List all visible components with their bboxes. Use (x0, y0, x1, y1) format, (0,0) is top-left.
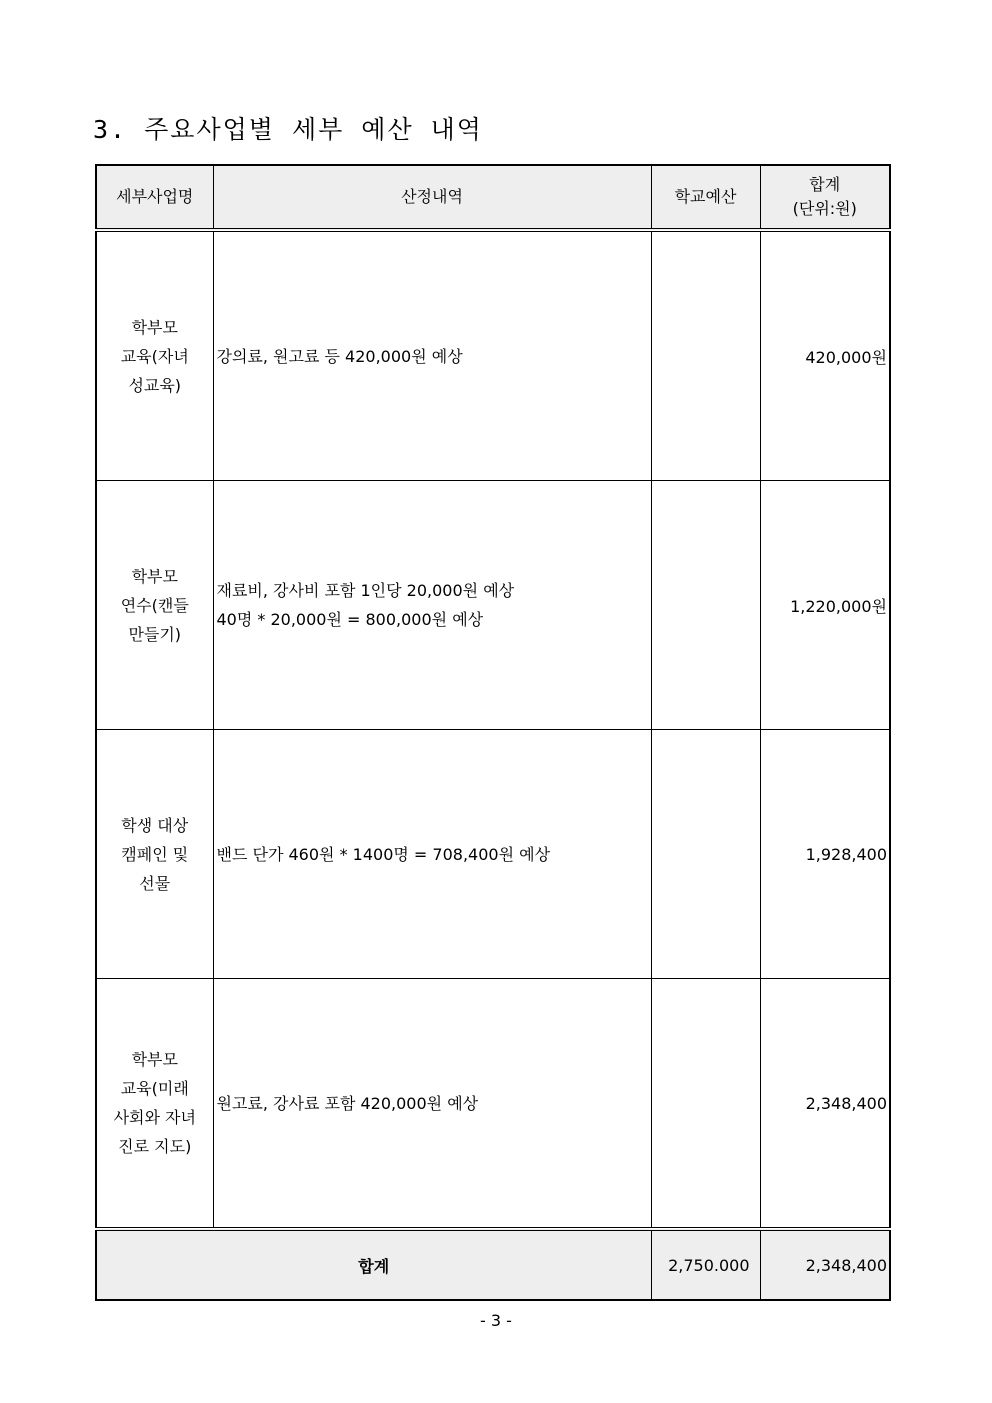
table-row (96, 230, 890, 481)
project-name-cell (96, 481, 213, 730)
detail-cell (213, 730, 651, 979)
school-budget-cell (651, 230, 760, 481)
total-school-budget: 2,750.000 (651, 1229, 760, 1300)
detail-line: 원고료, 강사료 포함 420,000원 예상 (216, 1093, 479, 1113)
project-name-line: 캠페인 및 (121, 844, 189, 864)
total-cell: 1,220,000원 (760, 481, 890, 730)
detail-cell (213, 481, 651, 730)
table-row (96, 979, 890, 1230)
budget-table (95, 164, 891, 1301)
project-name-line: 진로 지도) (118, 1137, 192, 1156)
project-name-line: 학부모 (131, 566, 178, 586)
project-name-line: 학부모 (131, 317, 178, 337)
school-budget-cell (651, 730, 760, 979)
project-name-line: 만들기) (128, 624, 182, 644)
page-number: - 3 - (480, 1311, 512, 1330)
project-name-line: 교육(미래 (120, 1079, 189, 1098)
project-name-line: 연수(캔들 (120, 595, 189, 615)
project-name-cell (96, 979, 213, 1230)
total-cell: 2,348,400 (760, 979, 890, 1230)
detail-cell (213, 230, 651, 481)
table-header-row (96, 165, 890, 230)
project-name-line: 성교육) (128, 375, 182, 395)
header-school-budget: 학교예산 (651, 165, 760, 230)
project-name-line: 교육(자녀 (120, 346, 189, 366)
header-detail: 산정내역 (213, 165, 651, 230)
project-name-cell (96, 730, 213, 979)
grand-total: 2,348,400 (760, 1229, 890, 1300)
header-total (760, 165, 890, 230)
header-name: 세부사업명 (96, 165, 213, 230)
project-name-line: 선물 (139, 873, 171, 893)
detail-line: 40명 * 20,000원 = 800,000원 예상 (216, 610, 484, 629)
school-budget-cell (651, 481, 760, 730)
project-name-line: 학생 대상 (121, 815, 189, 835)
project-name-cell (96, 230, 213, 481)
detail-line: 밴드 단가 460원 * 1400명 = 708,400원 예상 (216, 844, 551, 864)
total-label: 합계 (96, 1229, 651, 1300)
table-row (96, 481, 890, 730)
section-title: 3. 주요사업별 세부 예산 내역 (93, 115, 483, 144)
table-total-row (96, 1229, 890, 1300)
project-name-line: 사회와 자녀 (113, 1108, 196, 1127)
total-cell: 420,000원 (760, 230, 890, 481)
school-budget-cell (651, 979, 760, 1230)
total-cell: 1,928,400 (760, 730, 890, 979)
detail-line: 재료비, 강사비 포함 1인당 20,000원 예상 (216, 581, 515, 600)
header-total-line2: (단위:원) (792, 199, 857, 218)
header-total-line1: 합계 (809, 175, 841, 194)
detail-line: 강의료, 원고료 등 420,000원 예상 (216, 346, 463, 366)
project-name-line: 학부모 (131, 1050, 178, 1069)
detail-cell (213, 979, 651, 1230)
table-row (96, 730, 890, 979)
